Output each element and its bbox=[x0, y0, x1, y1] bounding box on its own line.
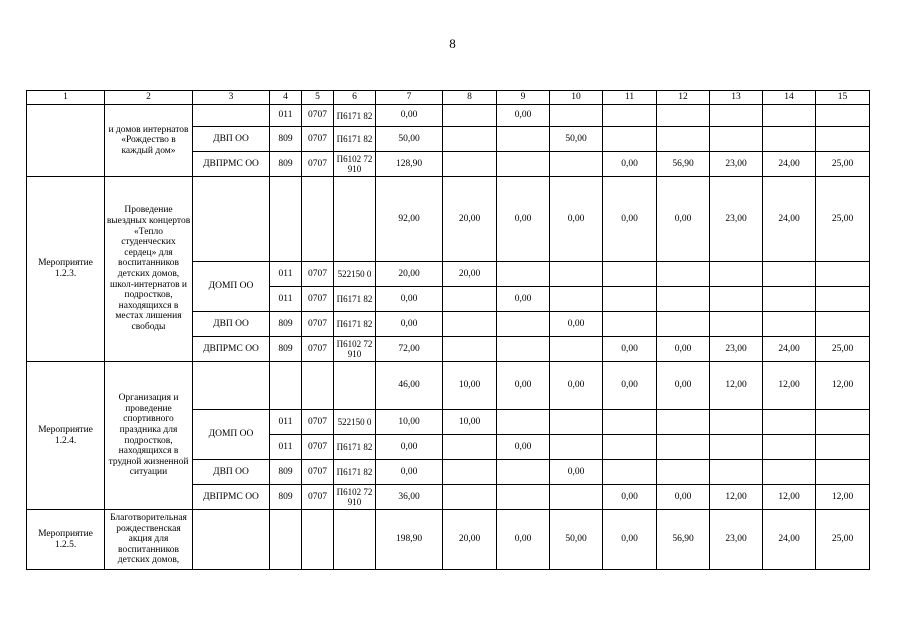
section-cell bbox=[302, 362, 334, 410]
amount-cell-v14 bbox=[763, 312, 816, 337]
csr-code-cell: П6171 82 bbox=[334, 460, 376, 485]
event-total-row bbox=[27, 510, 870, 570]
amount-cell-v12 bbox=[657, 262, 710, 287]
amount-cell-v11 bbox=[603, 105, 657, 127]
amount-cell-v8 bbox=[443, 485, 497, 510]
amount-cell-v14: 24,00 bbox=[763, 152, 816, 177]
grbs-cell bbox=[270, 510, 302, 570]
amount-cell-v14: 24,00 bbox=[763, 337, 816, 362]
amount-cell-v15 bbox=[816, 127, 870, 152]
event-number-cell: Мероприятие 1.2.3. bbox=[27, 177, 105, 362]
section-code-cell: 0707 bbox=[302, 287, 334, 312]
amount-cell-v7: 0,00 bbox=[376, 312, 443, 337]
column-header: 12 bbox=[657, 91, 710, 105]
csr-code-cell bbox=[334, 177, 376, 262]
amount-cell-v8 bbox=[443, 312, 497, 337]
amount-cell-v11: 0,00 bbox=[603, 177, 657, 262]
grbs-code-cell: 809 bbox=[270, 127, 302, 152]
event-name-cell: и домов интернатов «Рождество в каждый дом» bbox=[105, 105, 193, 177]
amount-cell-v15: 25,00 bbox=[816, 337, 870, 362]
section-code-cell: 0707 bbox=[302, 337, 334, 362]
amount-cell-v8 bbox=[443, 127, 497, 152]
amount-cell-v9 bbox=[497, 312, 550, 337]
amount-cell-v9: 0,00 bbox=[497, 362, 550, 410]
amount-cell-v12: 56,90 bbox=[657, 510, 710, 570]
amount-cell-v14 bbox=[763, 435, 816, 460]
amount-cell-v14: 24,00 bbox=[763, 177, 816, 262]
amount-cell-v15 bbox=[816, 105, 870, 127]
amount-cell-v15 bbox=[816, 460, 870, 485]
csr-code-cell: П6171 82 bbox=[334, 435, 376, 460]
amount-cell-v14: 24,00 bbox=[763, 510, 816, 570]
grbs-cell bbox=[270, 177, 302, 262]
amount-cell-v10: 0,00 bbox=[550, 177, 603, 262]
amount-cell-v8 bbox=[443, 105, 497, 127]
amount-cell-v9: 0,00 bbox=[497, 435, 550, 460]
amount-cell-v9 bbox=[497, 460, 550, 485]
grbs-code-cell: 809 bbox=[270, 485, 302, 510]
amount-cell-v10: 0,00 bbox=[550, 362, 603, 410]
funding-row bbox=[27, 105, 870, 127]
amount-cell-v8: 10,00 bbox=[443, 410, 497, 435]
amount-cell-v15 bbox=[816, 410, 870, 435]
amount-cell-v10 bbox=[550, 337, 603, 362]
amount-cell-v11: 0,00 bbox=[603, 152, 657, 177]
section-cell bbox=[302, 510, 334, 570]
amount-cell-v11 bbox=[603, 460, 657, 485]
amount-cell-v9 bbox=[497, 152, 550, 177]
amount-cell-v11 bbox=[603, 312, 657, 337]
grbs-code-cell: 809 bbox=[270, 337, 302, 362]
amount-cell-v13: 12,00 bbox=[710, 362, 763, 410]
amount-cell-v14 bbox=[763, 262, 816, 287]
amount-cell-v13 bbox=[710, 410, 763, 435]
csr-code-cell: П6171 82 bbox=[334, 287, 376, 312]
exec-cell bbox=[193, 510, 270, 570]
amount-cell-v15: 25,00 bbox=[816, 177, 870, 262]
event-name-cell: Организация и проведение спортивного праздника для подростков, находящихся в трудной жизненной ситуации bbox=[105, 362, 193, 510]
column-header: 4 bbox=[270, 91, 302, 105]
section-code-cell: 0707 bbox=[302, 127, 334, 152]
amount-cell-v12 bbox=[657, 127, 710, 152]
csr-code-cell: П6102 72910 bbox=[334, 337, 376, 362]
amount-cell-v13: 23,00 bbox=[710, 510, 763, 570]
amount-cell-v7: 0,00 bbox=[376, 287, 443, 312]
grbs-code-cell: 011 bbox=[270, 410, 302, 435]
amount-cell-v15 bbox=[816, 312, 870, 337]
amount-cell-v9 bbox=[497, 262, 550, 287]
csr-code-cell: П6171 82 bbox=[334, 312, 376, 337]
amount-cell-v9 bbox=[497, 127, 550, 152]
amount-cell-v7: 46,00 bbox=[376, 362, 443, 410]
amount-cell-v11 bbox=[603, 262, 657, 287]
executor-cell: ДВП ОО bbox=[193, 312, 270, 337]
exec-cell bbox=[193, 177, 270, 262]
amount-cell-v13 bbox=[710, 105, 763, 127]
amount-cell-v13 bbox=[710, 287, 763, 312]
amount-cell-v14 bbox=[763, 127, 816, 152]
executor-cell: ДВПРМС ОО bbox=[193, 337, 270, 362]
amount-cell-v14 bbox=[763, 287, 816, 312]
amount-cell-v10 bbox=[550, 435, 603, 460]
amount-cell-v7: 0,00 bbox=[376, 435, 443, 460]
amount-cell-v11: 0,00 bbox=[603, 485, 657, 510]
executor-cell: ДВП ОО bbox=[193, 460, 270, 485]
csr-code-cell bbox=[334, 362, 376, 410]
amount-cell-v8 bbox=[443, 460, 497, 485]
column-header: 3 bbox=[193, 91, 270, 105]
section-code-cell: 0707 bbox=[302, 105, 334, 127]
page-number: 8 bbox=[449, 36, 456, 51]
amount-cell-v13: 23,00 bbox=[710, 152, 763, 177]
exec-cell bbox=[193, 362, 270, 410]
executor-cell: ДВПРМС ОО bbox=[193, 152, 270, 177]
amount-cell-v13: 12,00 bbox=[710, 485, 763, 510]
amount-cell-v13 bbox=[710, 127, 763, 152]
amount-cell-v13 bbox=[710, 262, 763, 287]
executor-cell: ДОМП ОО bbox=[193, 410, 270, 460]
amount-cell-v14: 12,00 bbox=[763, 362, 816, 410]
event-number-cell: Мероприятие 1.2.4. bbox=[27, 362, 105, 510]
section-cell bbox=[302, 177, 334, 262]
grbs-code-cell: 011 bbox=[270, 435, 302, 460]
amount-cell-v12 bbox=[657, 312, 710, 337]
amount-cell-v13: 23,00 bbox=[710, 337, 763, 362]
amount-cell-v14: 12,00 bbox=[763, 485, 816, 510]
grbs-code-cell: 809 bbox=[270, 460, 302, 485]
column-header: 9 bbox=[497, 91, 550, 105]
amount-cell-v10: 0,00 bbox=[550, 312, 603, 337]
csr-code-cell: 522150 0 bbox=[334, 262, 376, 287]
grbs-code-cell: 011 bbox=[270, 287, 302, 312]
amount-cell-v10 bbox=[550, 152, 603, 177]
executor-cell: ДОМП ОО bbox=[193, 262, 270, 312]
amount-cell-v8 bbox=[443, 287, 497, 312]
amount-cell-v13 bbox=[710, 435, 763, 460]
amount-cell-v10 bbox=[550, 105, 603, 127]
csr-code-cell bbox=[334, 510, 376, 570]
column-header: 2 bbox=[105, 91, 193, 105]
amount-cell-v11: 0,00 bbox=[603, 362, 657, 410]
grbs-code-cell: 011 bbox=[270, 262, 302, 287]
amount-cell-v7: 36,00 bbox=[376, 485, 443, 510]
amount-cell-v7: 50,00 bbox=[376, 127, 443, 152]
column-header: 7 bbox=[376, 91, 443, 105]
amount-cell-v7: 72,00 bbox=[376, 337, 443, 362]
amount-cell-v12: 0,00 bbox=[657, 177, 710, 262]
amount-cell-v12 bbox=[657, 105, 710, 127]
amount-cell-v11 bbox=[603, 287, 657, 312]
amount-cell-v13 bbox=[710, 312, 763, 337]
executor-cell: ДВП ОО bbox=[193, 127, 270, 152]
column-header: 5 bbox=[302, 91, 334, 105]
amount-cell-v8: 10,00 bbox=[443, 362, 497, 410]
section-code-cell: 0707 bbox=[302, 152, 334, 177]
amount-cell-v12: 56,90 bbox=[657, 152, 710, 177]
amount-cell-v7: 198,90 bbox=[376, 510, 443, 570]
grbs-code-cell: 011 bbox=[270, 105, 302, 127]
amount-cell-v13 bbox=[710, 460, 763, 485]
column-header: 10 bbox=[550, 91, 603, 105]
column-header: 1 bbox=[27, 91, 105, 105]
amount-cell-v10 bbox=[550, 262, 603, 287]
amount-cell-v7: 10,00 bbox=[376, 410, 443, 435]
event-total-row bbox=[27, 362, 870, 410]
amount-cell-v9: 0,00 bbox=[497, 510, 550, 570]
amount-cell-v11 bbox=[603, 127, 657, 152]
section-code-cell: 0707 bbox=[302, 460, 334, 485]
amount-cell-v8 bbox=[443, 152, 497, 177]
event-name-cell: Благотворительная рождественская акция для воспитанников детских домов, bbox=[105, 510, 193, 570]
grbs-code-cell: 809 bbox=[270, 312, 302, 337]
column-header: 6 bbox=[334, 91, 376, 105]
event-total-row bbox=[27, 177, 870, 262]
amount-cell-v12 bbox=[657, 460, 710, 485]
budget-table bbox=[26, 90, 870, 570]
amount-cell-v12: 0,00 bbox=[657, 362, 710, 410]
amount-cell-v14 bbox=[763, 105, 816, 127]
column-header-row bbox=[27, 91, 870, 105]
amount-cell-v8: 20,00 bbox=[443, 510, 497, 570]
event-number-cell bbox=[27, 105, 105, 177]
amount-cell-v15: 12,00 bbox=[816, 485, 870, 510]
amount-cell-v10 bbox=[550, 485, 603, 510]
amount-cell-v14 bbox=[763, 410, 816, 435]
csr-code-cell: П6171 82 bbox=[334, 105, 376, 127]
amount-cell-v10: 50,00 bbox=[550, 510, 603, 570]
grbs-code-cell: 809 bbox=[270, 152, 302, 177]
executor-cell bbox=[193, 105, 270, 127]
amount-cell-v15: 25,00 bbox=[816, 152, 870, 177]
amount-cell-v10: 0,00 bbox=[550, 460, 603, 485]
event-number-cell: Мероприятие 1.2.5. bbox=[27, 510, 105, 570]
csr-code-cell: 522150 0 bbox=[334, 410, 376, 435]
section-code-cell: 0707 bbox=[302, 312, 334, 337]
amount-cell-v12: 0,00 bbox=[657, 485, 710, 510]
amount-cell-v13: 23,00 bbox=[710, 177, 763, 262]
column-header: 15 bbox=[816, 91, 870, 105]
amount-cell-v9: 0,00 bbox=[497, 105, 550, 127]
amount-cell-v7: 0,00 bbox=[376, 105, 443, 127]
amount-cell-v12 bbox=[657, 435, 710, 460]
amount-cell-v7: 20,00 bbox=[376, 262, 443, 287]
amount-cell-v8 bbox=[443, 337, 497, 362]
section-code-cell: 0707 bbox=[302, 410, 334, 435]
amount-cell-v8 bbox=[443, 435, 497, 460]
csr-code-cell: П6171 82 bbox=[334, 127, 376, 152]
amount-cell-v8: 20,00 bbox=[443, 262, 497, 287]
grbs-cell bbox=[270, 362, 302, 410]
executor-cell: ДВПРМС ОО bbox=[193, 485, 270, 510]
amount-cell-v11: 0,00 bbox=[603, 510, 657, 570]
amount-cell-v7: 128,90 bbox=[376, 152, 443, 177]
amount-cell-v11: 0,00 bbox=[603, 337, 657, 362]
section-code-cell: 0707 bbox=[302, 262, 334, 287]
amount-cell-v15 bbox=[816, 435, 870, 460]
amount-cell-v15 bbox=[816, 287, 870, 312]
event-name-cell: Проведение выездных концертов «Тепло студенческих сердец» для воспитанников детских домов, школ-интернатов и подростков, находящихся в местах лишения свободы bbox=[105, 177, 193, 362]
column-header: 8 bbox=[443, 91, 497, 105]
amount-cell-v15: 25,00 bbox=[816, 510, 870, 570]
amount-cell-v9 bbox=[497, 410, 550, 435]
amount-cell-v12 bbox=[657, 287, 710, 312]
column-header: 13 bbox=[710, 91, 763, 105]
column-header: 14 bbox=[763, 91, 816, 105]
amount-cell-v11 bbox=[603, 435, 657, 460]
amount-cell-v10 bbox=[550, 410, 603, 435]
section-code-cell: 0707 bbox=[302, 435, 334, 460]
amount-cell-v7: 92,00 bbox=[376, 177, 443, 262]
csr-code-cell: П6102 72910 bbox=[334, 485, 376, 510]
amount-cell-v15: 12,00 bbox=[816, 362, 870, 410]
amount-cell-v15 bbox=[816, 262, 870, 287]
amount-cell-v10 bbox=[550, 287, 603, 312]
csr-code-cell: П6102 72910 bbox=[334, 152, 376, 177]
column-header: 11 bbox=[603, 91, 657, 105]
amount-cell-v8: 20,00 bbox=[443, 177, 497, 262]
amount-cell-v12: 0,00 bbox=[657, 337, 710, 362]
amount-cell-v12 bbox=[657, 410, 710, 435]
amount-cell-v14 bbox=[763, 460, 816, 485]
amount-cell-v9: 0,00 bbox=[497, 287, 550, 312]
amount-cell-v10: 50,00 bbox=[550, 127, 603, 152]
amount-cell-v11 bbox=[603, 410, 657, 435]
amount-cell-v9 bbox=[497, 337, 550, 362]
amount-cell-v9: 0,00 bbox=[497, 177, 550, 262]
amount-cell-v9 bbox=[497, 485, 550, 510]
section-code-cell: 0707 bbox=[302, 485, 334, 510]
amount-cell-v7: 0,00 bbox=[376, 460, 443, 485]
